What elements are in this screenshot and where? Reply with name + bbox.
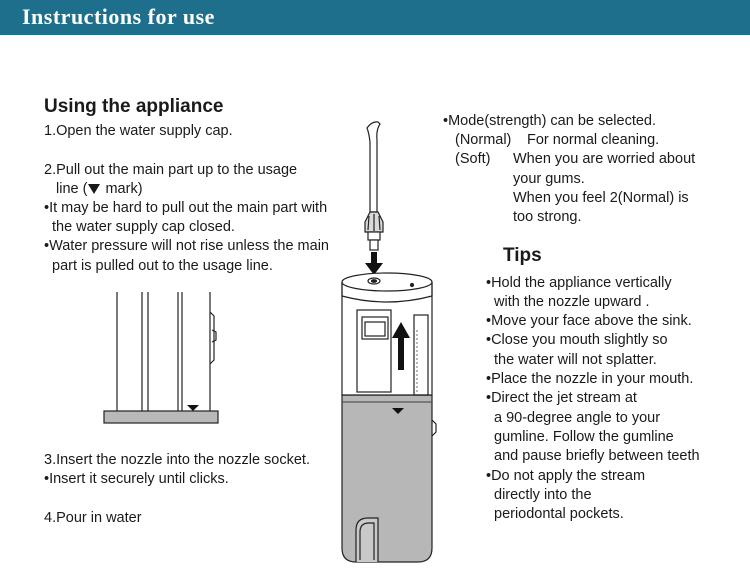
mode-soft-desc-4: too strong. (513, 209, 582, 225)
step-1: 1.Open the water supply cap. (44, 123, 233, 139)
step-2-line-2-pre: line ( (56, 181, 88, 197)
step-4: 4.Pour in water (44, 510, 142, 526)
tip-line: and pause briefly between teeth (494, 448, 700, 464)
note-2-line-2: part is pulled out to the usage line. (52, 258, 273, 274)
note-1-line-2: the water supply cap closed. (52, 219, 235, 235)
section-heading-using: Using the appliance (44, 96, 224, 117)
mode-soft-desc-1: When you are worried about (513, 151, 696, 167)
tip-line: •Close you mouth slightly so (486, 332, 668, 348)
tips-heading: Tips (503, 245, 542, 266)
tip-line: directly into the (494, 487, 592, 503)
tip-line: •Direct the jet stream at (486, 390, 637, 406)
mode-soft-desc-3: When you feel 2(Normal) is (513, 190, 689, 206)
device-illustration (342, 273, 436, 562)
step-2-line-1: 2.Pull out the main part up to the usage (44, 162, 298, 178)
tip-line: •Place the nozzle in your mouth. (486, 371, 694, 387)
arrow-down-icon (365, 252, 383, 275)
note-3: •Insert it securely until clicks. (44, 471, 229, 487)
tip-line: with the nozzle upward . (494, 294, 650, 310)
mode-normal-desc: For normal cleaning. (527, 132, 660, 148)
tip-line: a 90-degree angle to your (494, 410, 661, 426)
nozzle-illustration (365, 122, 383, 250)
tip-line: •Do not apply the stream (486, 468, 646, 484)
usage-line-detail-illustration (104, 292, 218, 423)
page-title: Instructions for use (22, 4, 215, 29)
tip-line: gumline. Follow the gumline (494, 429, 674, 445)
tip-line: periodontal pockets. (494, 506, 624, 522)
usage-mark-icon (187, 405, 199, 411)
note-2-line-1: •Water pressure will not rise unless the main (44, 238, 329, 254)
mode-line-1: •Mode(strength) can be selected. (443, 113, 657, 129)
mode-normal-label: (Normal) (455, 132, 512, 148)
step-3: 3.Insert the nozzle into the nozzle socket. (44, 452, 310, 468)
tip-line: the water will not splatter. (494, 352, 657, 368)
note-1-line-1: •It may be hard to pull out the main part with (44, 200, 328, 216)
mode-soft-label: (Soft) (455, 151, 491, 167)
mode-soft-desc-2: your gums. (513, 171, 585, 187)
tip-line: •Hold the appliance vertically (486, 275, 672, 291)
tip-line: •Move your face above the sink. (486, 313, 692, 329)
step-2-line-2-post: mark) (101, 181, 143, 197)
